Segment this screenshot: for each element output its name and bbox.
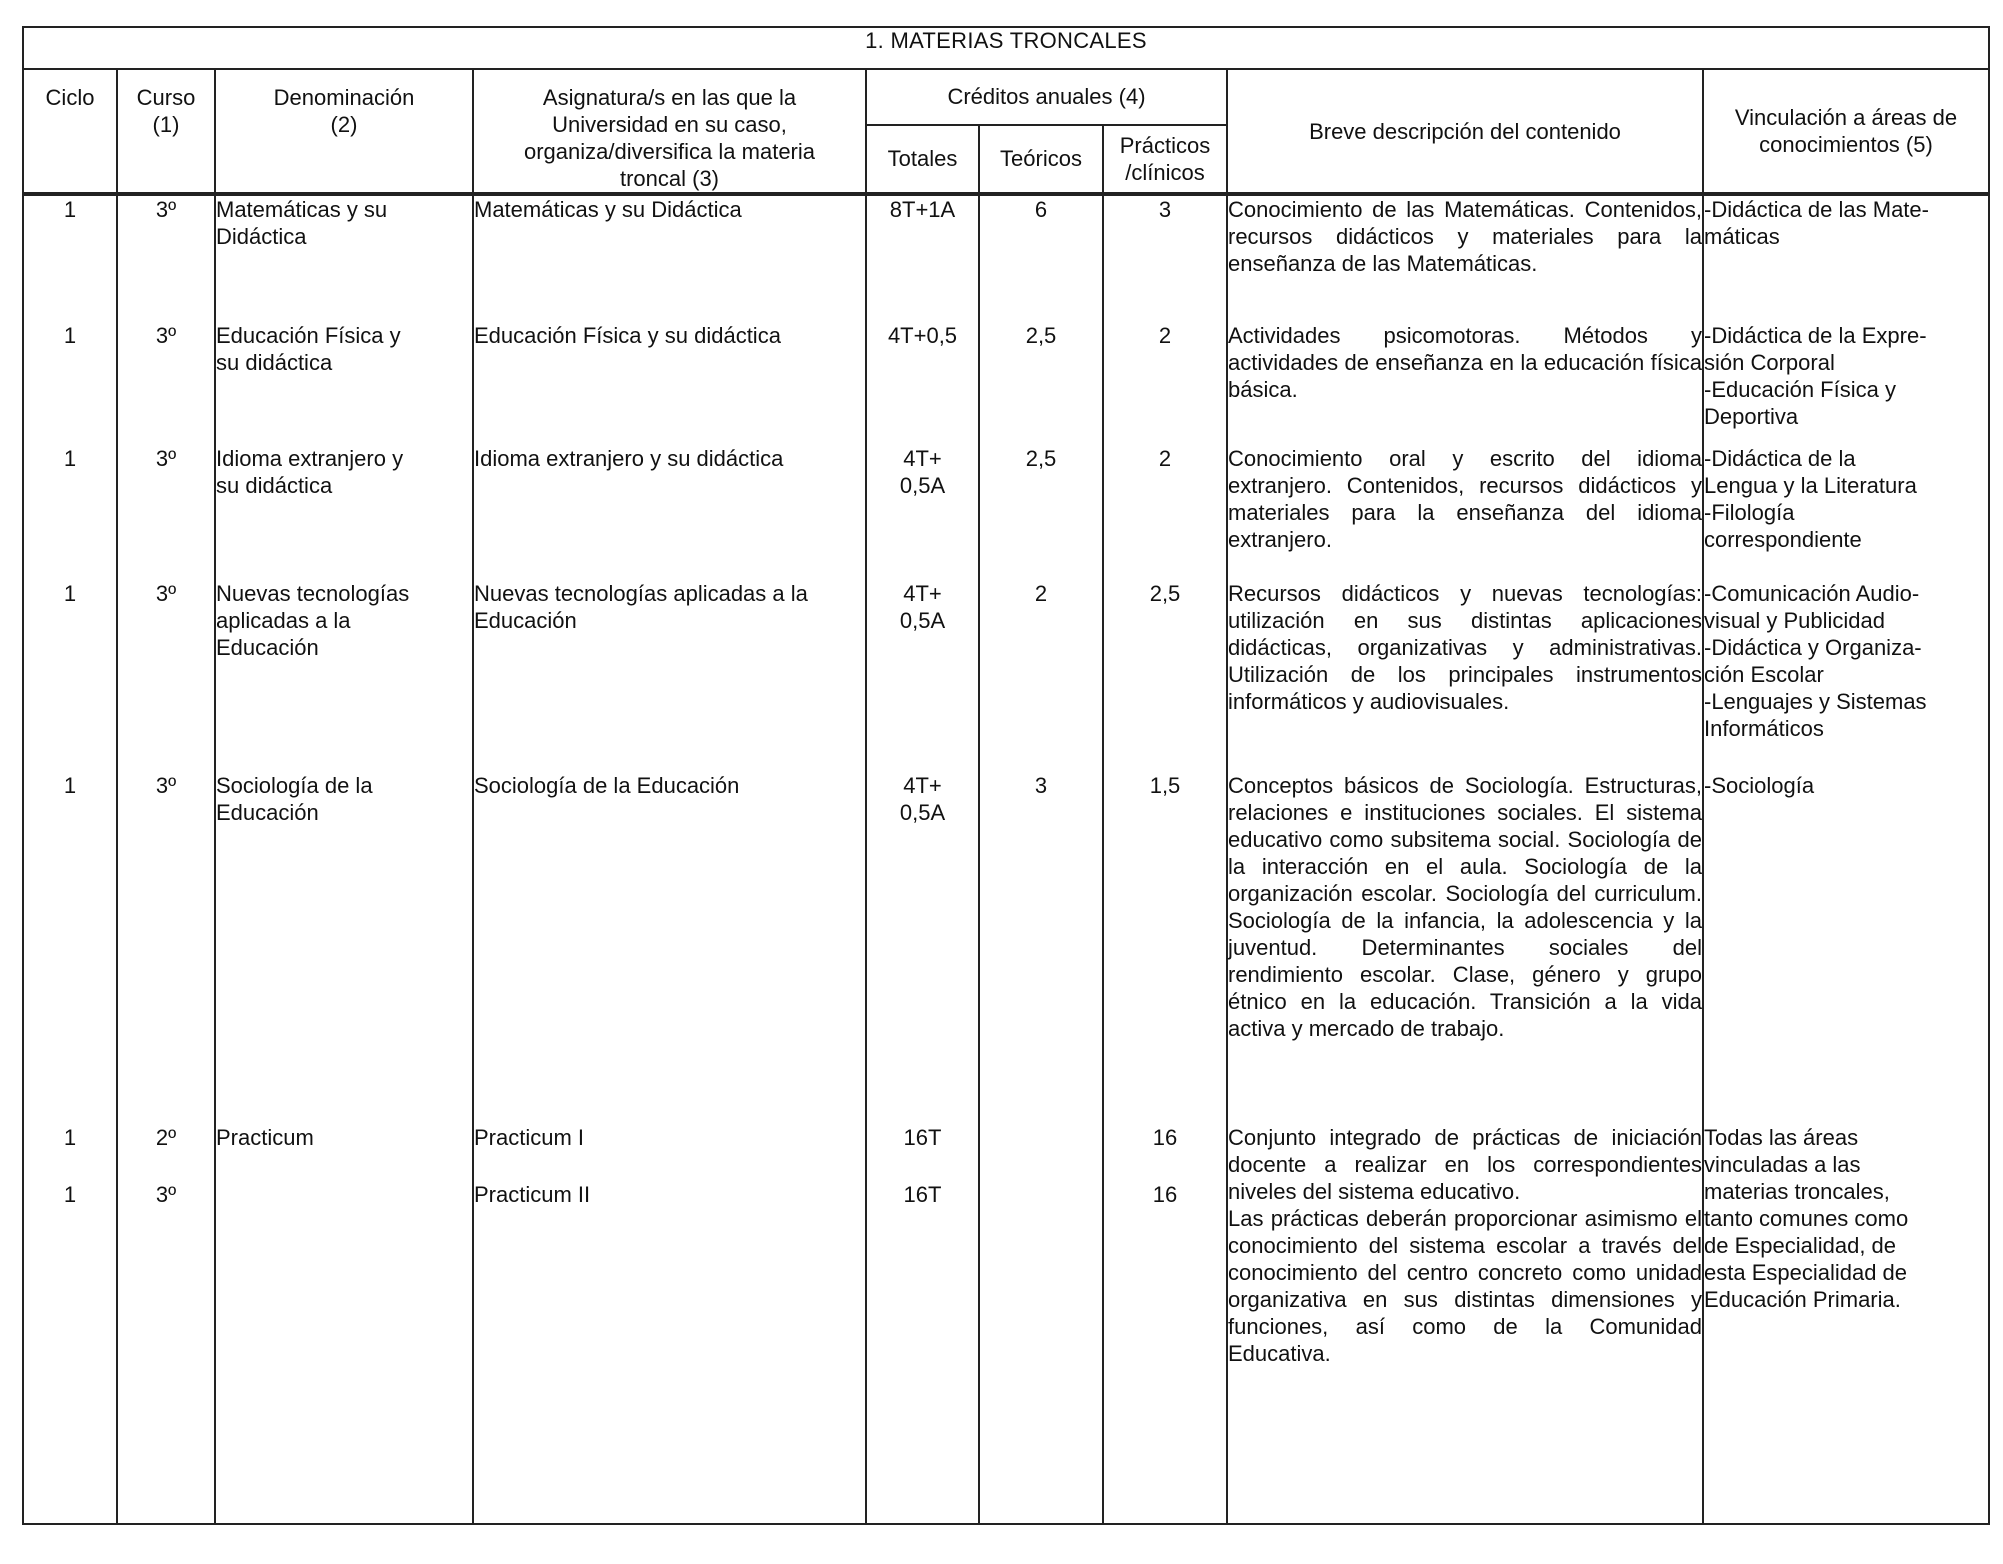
table-row [23, 322, 1989, 445]
header-asignaturas: Asignatura/s en las que la Universidad en su caso, organiza/diversifica la materia troncal (3) [473, 69, 866, 194]
cell-totales: 4T+ 0,5A [866, 580, 979, 772]
cell-asignatura: Nuevas tecnologías aplicadas a la Educación [473, 580, 866, 772]
header-descripcion: Breve descripción del contenido [1227, 69, 1703, 194]
cell-teoricos: 3 [979, 772, 1103, 1124]
header-practicos: Prácticos /clínicos [1103, 125, 1227, 194]
header-denominacion: Denominación (2) [215, 69, 473, 194]
header-ciclo: Ciclo [23, 69, 117, 194]
cell-curso: 3º [117, 580, 215, 772]
cell-denominacion: Idioma extranjero y su didáctica [215, 445, 473, 580]
cell-descripcion: Conocimiento oral y escrito del idioma extranjero. Contenidos, recursos didácticos y materiales para la enseñanza del idioma extranjero. [1227, 445, 1703, 580]
cell-asignatura: Practicum I Practicum II [473, 1124, 866, 1524]
cell-curso: 3º [117, 194, 215, 322]
cell-practicos: 2 [1103, 322, 1227, 445]
cell-totales: 4T+0,5 [866, 322, 979, 445]
header-totales: Totales [866, 125, 979, 194]
cell-descripcion: Conocimiento de las Matemáticas. Contenidos, recursos didácticos y materiales para la enseñanza de las Matemáticas. [1227, 194, 1703, 322]
cell-practicos: 1,5 [1103, 772, 1227, 1124]
cell-denominacion: Nuevas tecnologías aplicadas a la Educación [215, 580, 473, 772]
cell-ciclo: 1 [23, 322, 117, 445]
table-title: 1. MATERIAS TRONCALES [23, 27, 1989, 69]
header-teoricos: Teóricos [979, 125, 1103, 194]
cell-vinculacion: -Sociología [1703, 772, 1989, 1124]
cell-vinculacion: -Didáctica de la Lengua y la Literatura -Filología correspondiente [1703, 445, 1989, 580]
cell-totales: 8T+1A [866, 194, 979, 322]
cell-descripcion: Actividades psicomotoras. Métodos y actividades de enseñanza en la educación física básica. [1227, 322, 1703, 445]
table-row [23, 772, 1989, 1124]
cell-asignatura: Sociología de la Educación [473, 772, 866, 1124]
cell-teoricos: 2,5 [979, 445, 1103, 580]
cell-descripcion: Conceptos básicos de Sociología. Estructuras, relaciones e instituciones sociales. El sistema educativo como subsitema social. Sociología de la interacción en el aula. Sociología de la organización escolar. Sociología del curriculum. Sociología de la infancia, la adolescencia y la juventud. Determinantes sociales del rendimiento escolar. Clase, género y grupo étnico en la educación. Transición a la vida activa y mercado de trabajo. [1227, 772, 1703, 1124]
table-row [23, 1124, 1989, 1524]
cell-curso: 2º 3º [117, 1124, 215, 1524]
cell-curso: 3º [117, 445, 215, 580]
materias-troncales-table [22, 26, 1990, 1525]
table-row [23, 445, 1989, 580]
table-row [23, 194, 1989, 322]
cell-ciclo: 1 [23, 194, 117, 322]
cell-practicos: 2,5 [1103, 580, 1227, 772]
cell-teoricos: 6 [979, 194, 1103, 322]
cell-totales: 4T+ 0,5A [866, 445, 979, 580]
cell-vinculacion: -Comunicación Audio- visual y Publicidad -Didáctica y Organiza- ción Escolar -Lenguajes y Sistemas Informáticos [1703, 580, 1989, 772]
cell-asignatura: Educación Física y su didáctica [473, 322, 866, 445]
cell-practicos: 2 [1103, 445, 1227, 580]
cell-descripcion: Conjunto integrado de prácticas de iniciación docente a realizar en los correspondientes niveles del sistema educativo. Las prácticas deberán proporcionar asimismo el conocimiento del sistema escolar a través del conocimiento del centro concreto como unidad organizativa en sus distintas dimensiones y funciones, así como de la Comunidad Educativa. [1227, 1124, 1703, 1524]
cell-curso: 3º [117, 322, 215, 445]
cell-descripcion: Recursos didácticos y nuevas tecnologías: utilización en sus distintas aplicaciones didácticas, organizativas y administrativas. Utilización de los principales instrumentos informáticos y audiovisuales. [1227, 580, 1703, 772]
cell-denominacion: Matemáticas y su Didáctica [215, 194, 473, 322]
cell-asignatura: Matemáticas y su Didáctica [473, 194, 866, 322]
cell-asignatura: Idioma extranjero y su didáctica [473, 445, 866, 580]
cell-curso: 3º [117, 772, 215, 1124]
cell-teoricos: 2,5 [979, 322, 1103, 445]
cell-vinculacion: -Didáctica de las Mate- máticas [1703, 194, 1989, 322]
cell-totales: 4T+ 0,5A [866, 772, 979, 1124]
cell-practicos: 16 16 [1103, 1124, 1227, 1524]
cell-vinculacion: -Didáctica de la Expre- sión Corporal -Educación Física y Deportiva [1703, 322, 1989, 445]
header-vinculacion: Vinculación a áreas de conocimientos (5) [1703, 69, 1989, 194]
table-row [23, 580, 1989, 772]
cell-denominacion: Educación Física y su didáctica [215, 322, 473, 445]
header-curso: Curso (1) [117, 69, 215, 194]
cell-totales: 16T 16T [866, 1124, 979, 1524]
cell-practicos: 3 [1103, 194, 1227, 322]
cell-ciclo: 1 [23, 445, 117, 580]
curriculum-table-sheet [22, 26, 1988, 1525]
header-creditos-anuales: Créditos anuales (4) [866, 69, 1227, 125]
cell-ciclo: 1 [23, 772, 117, 1124]
cell-ciclo: 1 1 [23, 1124, 117, 1524]
cell-denominacion: Sociología de la Educación [215, 772, 473, 1124]
cell-ciclo: 1 [23, 580, 117, 772]
cell-denominacion: Practicum [215, 1124, 473, 1524]
cell-vinculacion: Todas las áreas vinculadas a las materias troncales, tanto comunes como de Especialidad, de esta Especialidad de Educación Primaria. [1703, 1124, 1989, 1524]
cell-teoricos [979, 1124, 1103, 1524]
cell-teoricos: 2 [979, 580, 1103, 772]
